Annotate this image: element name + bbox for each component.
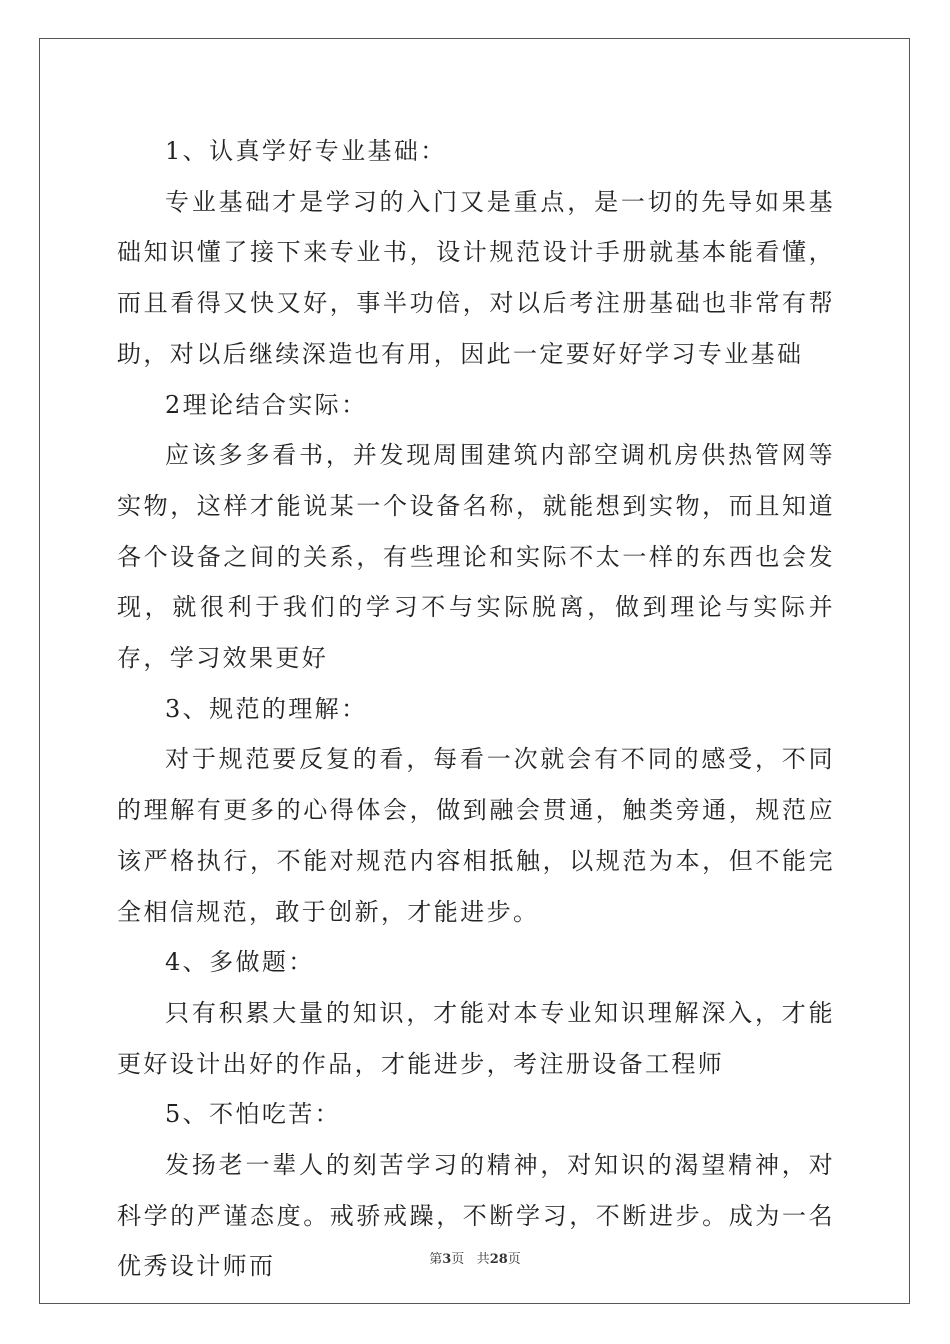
paragraph-1: 专业基础才是学习的入门又是重点，是一切的先导如果基础知识懂了接下来专业书，设计规范设计手册就基本能看懂，而且看得又快又好，事半功倍，对以后考注册基础也非常有帮助，对以后继续深造也有用，因此一定要好好学习专业基础 bbox=[117, 187, 835, 368]
page-prefix: 第 bbox=[429, 1252, 443, 1267]
paragraph-3: 对于规范要反复的看，每看一次就会有不同的感受，不同的理解有更多的心得体会，做到融会贯通，触类旁通，规范应该严格执行，不能对规范内容相抵触，以规范为本，但不能完全相信规范，敢于创新，才能进步。 bbox=[117, 745, 835, 926]
page-footer bbox=[0, 1248, 950, 1267]
heading-2: 2理论结合实际： bbox=[165, 390, 368, 419]
heading-4: 4、多做题： bbox=[165, 948, 315, 977]
current-page-number: 3 bbox=[442, 1252, 452, 1267]
heading-5: 5、不怕吃苦： bbox=[165, 1100, 342, 1129]
document-body bbox=[117, 126, 835, 1292]
total-prefix: 共 bbox=[476, 1252, 490, 1267]
paragraph-5: 发扬老一辈人的刻苦学习的精神，对知识的渴望精神，对科学的严谨态度。戒骄戒躁，不断学习，不断进步。成为一名优秀设计师而 bbox=[117, 1151, 835, 1281]
heading-1: 1、认真学好专业基础： bbox=[165, 137, 447, 165]
paragraph-4: 只有积累大量的知识，才能对本专业知识理解深入，才能更好设计出好的作品，才能进步，考注册设备工程师 bbox=[117, 998, 835, 1078]
total-suffix: 页 bbox=[507, 1252, 521, 1267]
total-page-number: 28 bbox=[489, 1252, 508, 1267]
heading-3: 3、规范的理解： bbox=[165, 694, 368, 723]
page-suffix: 页 bbox=[451, 1252, 465, 1267]
paragraph-2: 应该多多看书，并发现周围建筑内部空调机房供热管网等实物，这样才能说某一个设备名称，就能想到实物，而且知道各个设备之间的关系，有些理论和实际不太一样的东西也会发现，就很利于我们的学习不与实际脱离，做到理论与实际并存，学习效果更好 bbox=[117, 441, 835, 673]
